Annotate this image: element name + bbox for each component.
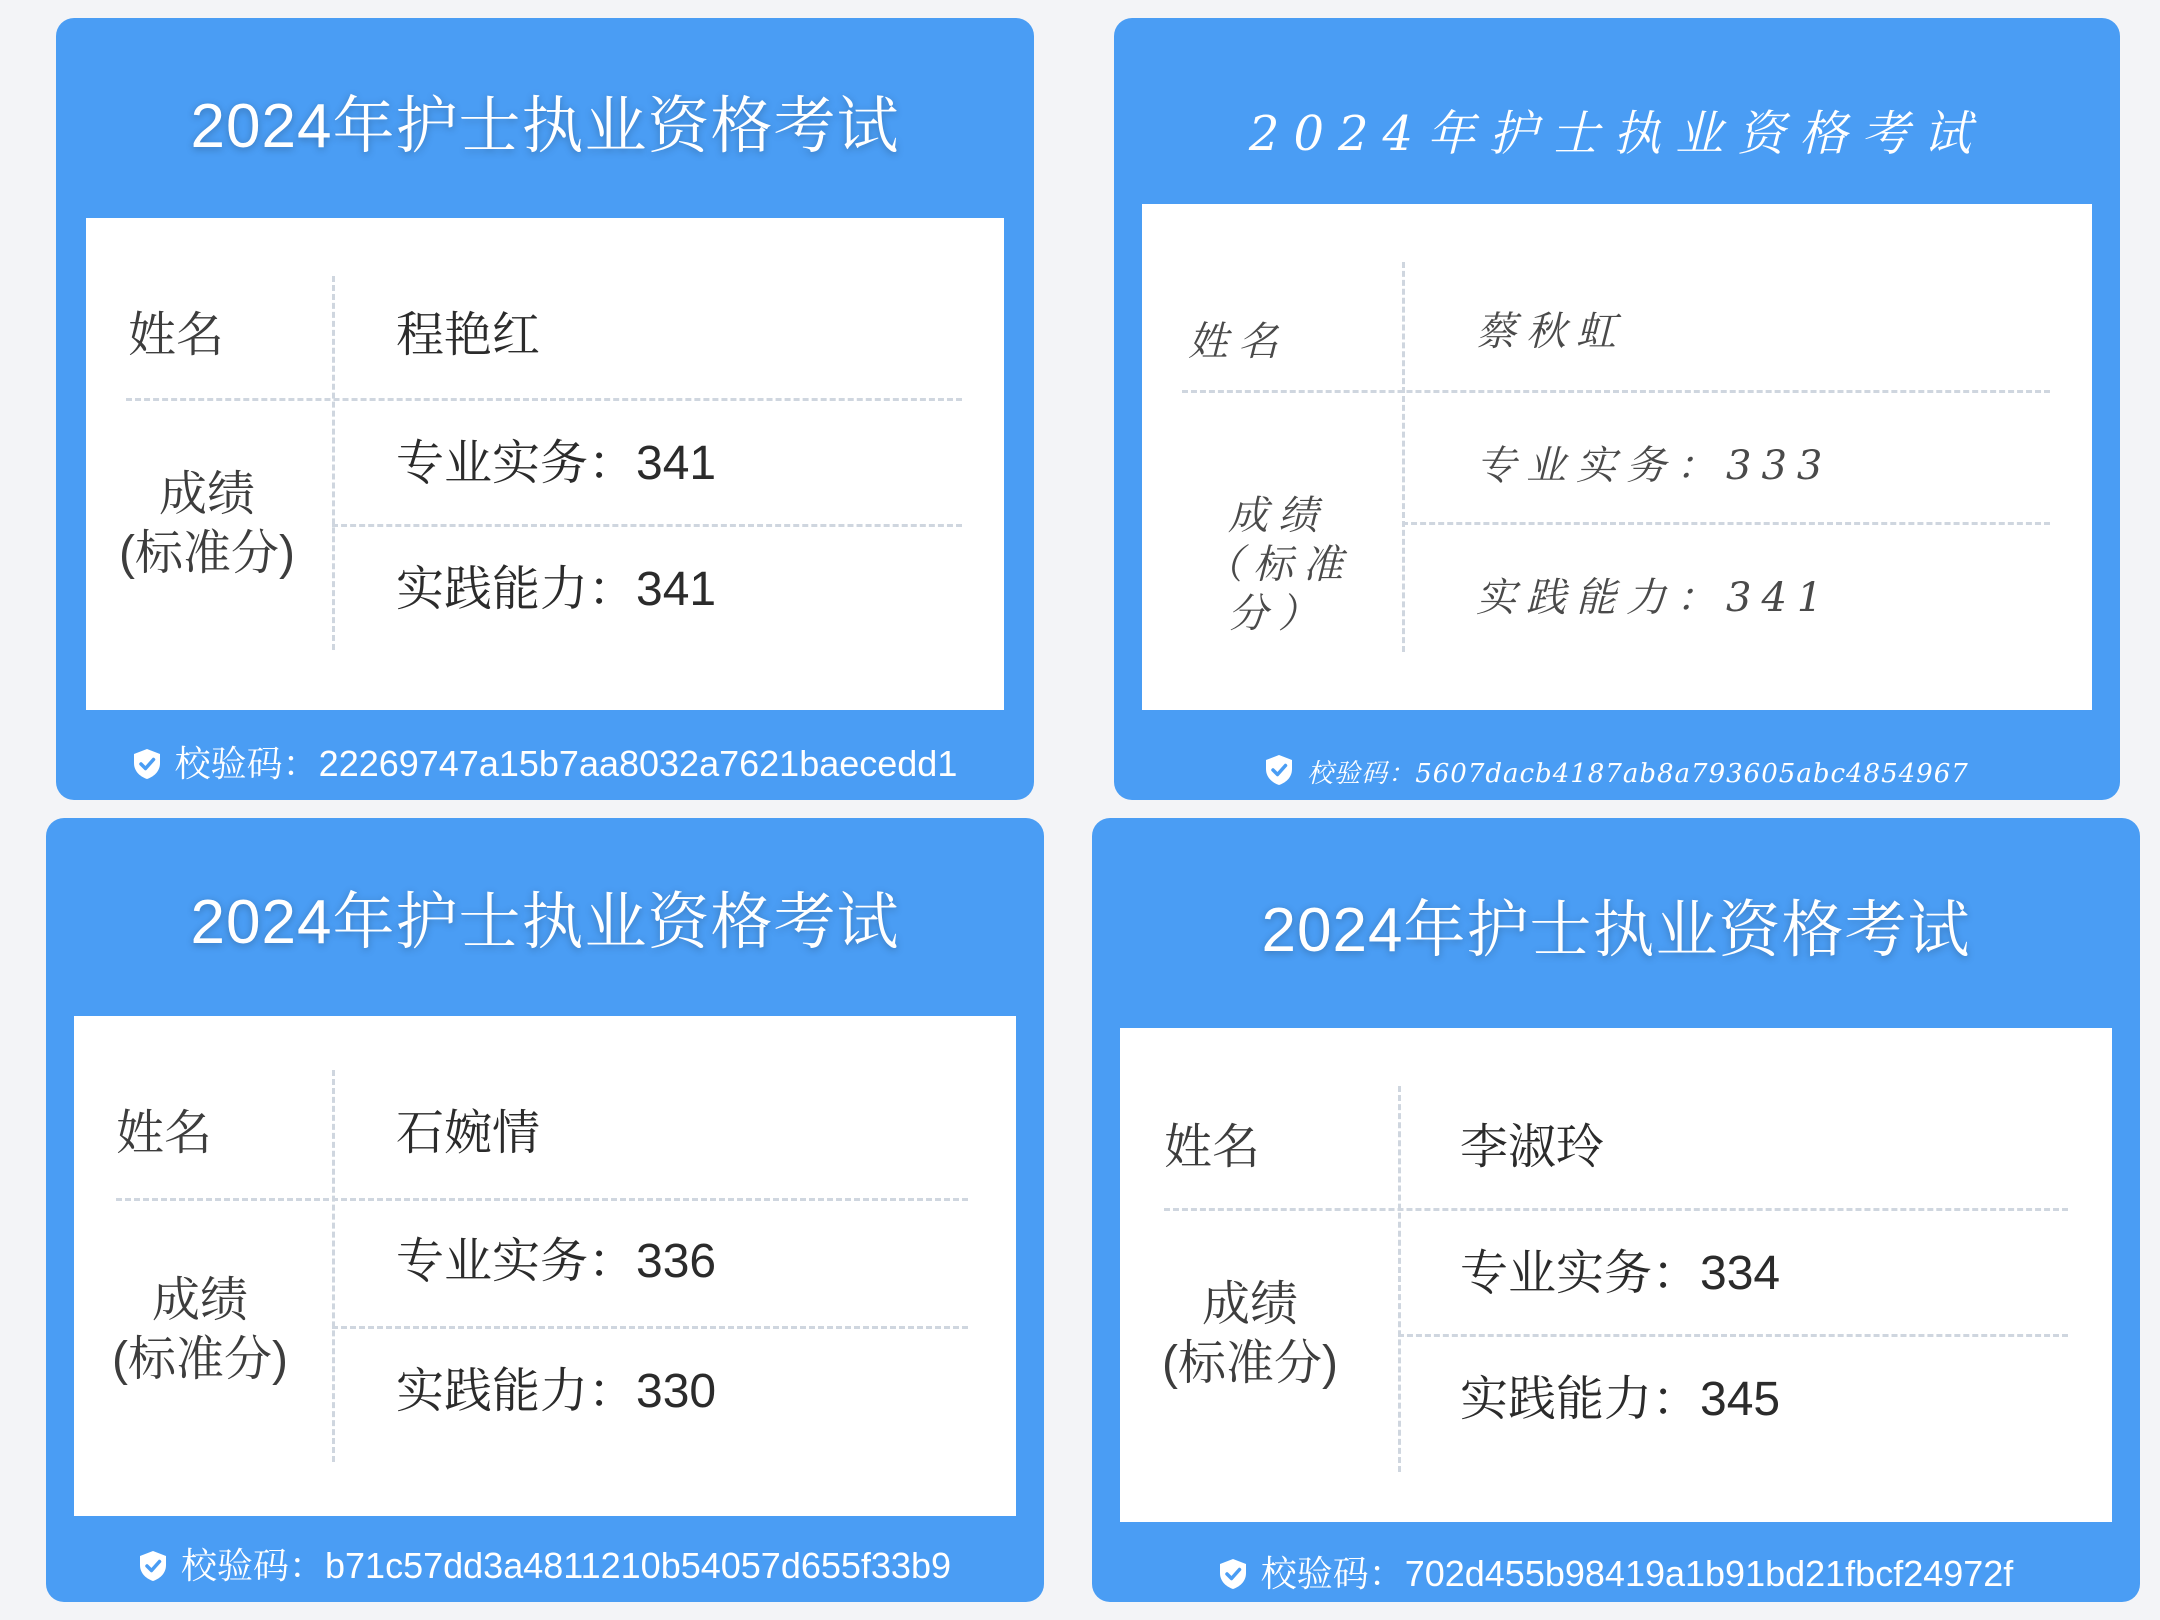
score-card-1 <box>56 18 1034 800</box>
subject2-row <box>1460 1374 1780 1427</box>
shield-check-icon <box>1219 1558 1247 1590</box>
grade-label-line1: 成绩 <box>1228 493 1328 539</box>
verification-code <box>1114 754 2120 787</box>
name-label: 姓名 <box>1164 1121 1261 1174</box>
shield-check-icon <box>139 1550 167 1582</box>
grade-label-line2: （标准分） <box>1203 541 1353 637</box>
subject1-row <box>1476 444 1832 488</box>
subject2-row <box>396 1366 716 1419</box>
grade-label <box>100 1272 300 1389</box>
subject1-value: 333 <box>1726 443 1833 489</box>
subject2-label: 实践能力： <box>396 563 637 616</box>
grade-label-line1: 成绩 <box>151 1274 248 1327</box>
subject2-label: 实践能力： <box>1460 1373 1701 1426</box>
grade-label-line2: (标准分) <box>112 1332 288 1386</box>
verification-code <box>56 743 1034 784</box>
subject1-value: 334 <box>1700 1247 1781 1300</box>
subject1-row <box>1460 1248 1780 1301</box>
shield-check-icon <box>1265 754 1293 786</box>
name-value: 石婉情 <box>396 1107 541 1160</box>
score-panel <box>86 218 1004 710</box>
subject1-row <box>396 1236 716 1289</box>
grade-label-line1: 成绩 <box>1201 1278 1298 1331</box>
shield-check-icon <box>133 748 161 780</box>
verification-code <box>1092 1553 2140 1594</box>
subject2-value: 341 <box>1726 575 1833 621</box>
subject2-value: 345 <box>1700 1373 1781 1426</box>
card-title: 2024年护士执业资格考试 <box>1248 106 1986 162</box>
name-label: 姓名 <box>1188 319 1288 365</box>
code-value: 5607dacb4187ab8a793605abc4854967 <box>1415 759 1969 789</box>
subject2-row <box>396 564 716 617</box>
name-value: 李淑玲 <box>1460 1121 1605 1174</box>
name-value: 程艳红 <box>396 309 541 362</box>
code-label: 校验码： <box>1260 1553 1405 1594</box>
grade-label-line2: (标准分) <box>1162 1336 1338 1390</box>
code-value: 702d455b98419a1b91bd21fbcf24972f <box>1404 1553 2014 1594</box>
grade-label <box>112 466 302 583</box>
grade-label <box>1150 1276 1350 1393</box>
score-card-2 <box>1114 18 2120 800</box>
score-card-3 <box>46 818 1044 1602</box>
card-title: 2024年护士执业资格考试 <box>190 92 900 161</box>
subject1-value: 341 <box>636 437 717 490</box>
card-title: 2024年护士执业资格考试 <box>1261 896 1971 965</box>
code-value: 22269747a15b7aa8032a7621baecedd1 <box>318 743 958 784</box>
score-panel <box>74 1016 1016 1516</box>
code-label: 校验码： <box>1307 759 1416 789</box>
score-panel <box>1120 1028 2112 1522</box>
subject1-label: 专业实务： <box>1476 443 1726 489</box>
grade-label-line1: 成绩 <box>158 468 255 521</box>
subject2-label: 实践能力： <box>396 1365 637 1418</box>
subject1-label: 专业实务： <box>1460 1247 1701 1300</box>
grade-label-line2: (标准分) <box>119 526 295 580</box>
subject1-value: 336 <box>636 1235 717 1288</box>
subject1-row <box>396 438 716 491</box>
code-label: 校验码： <box>174 743 319 784</box>
code-value: b71c57dd3a4811210b54057d655f33b9 <box>325 1545 951 1586</box>
score-card-4 <box>1092 818 2140 1602</box>
grade-label <box>1168 492 1388 638</box>
subject2-label: 实践能力： <box>1476 575 1726 621</box>
subject2-value: 330 <box>636 1365 717 1418</box>
name-label: 姓名 <box>116 1107 213 1160</box>
subject1-label: 专业实务： <box>396 1235 637 1288</box>
subject1-label: 专业实务： <box>396 437 637 490</box>
card-title: 2024年护士执业资格考试 <box>190 888 900 957</box>
name-label: 姓名 <box>128 309 225 362</box>
code-label: 校验码： <box>181 1545 326 1586</box>
subject2-value: 341 <box>636 563 717 616</box>
name-value: 蔡秋虹 <box>1476 309 1626 355</box>
subject2-row <box>1476 576 1832 620</box>
verification-code <box>46 1545 1044 1586</box>
score-panel <box>1142 204 2092 710</box>
